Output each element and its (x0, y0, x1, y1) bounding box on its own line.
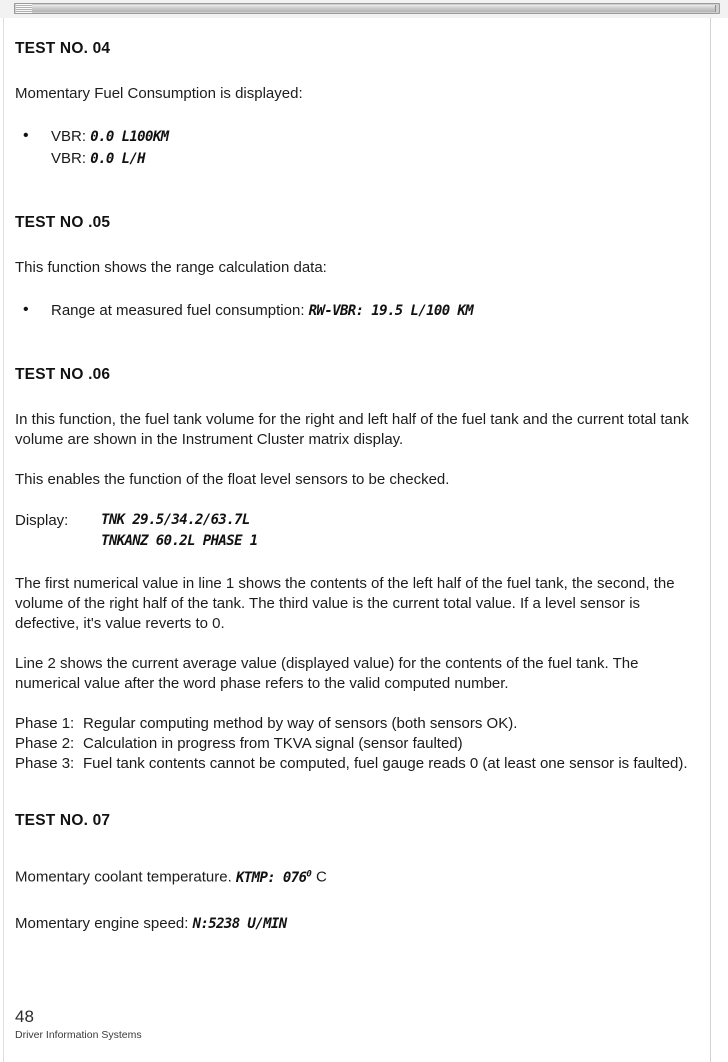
test-06-paragraph-2: This enables the function of the float level sensors to be checked. (15, 471, 450, 488)
test-06-paragraph-1: In this function, the fuel tank volume for the right and left half of the fuel tank and the current total tank volume are shown in the Instrument Cluster matrix display. (15, 411, 689, 448)
vbr-label-1: VBR: (51, 128, 87, 145)
display-line-2: TNKANZ 60.2L PHASE 1 (101, 533, 258, 549)
page-number: 48 (15, 1007, 34, 1026)
footer-caption: Driver Information Systems (15, 1029, 142, 1041)
coolant-temperature-unit: C (316, 868, 327, 886)
scrollbar-thumb[interactable] (16, 5, 716, 12)
list-item (15, 126, 696, 170)
engine-speed-label: Momentary engine speed: (15, 914, 189, 932)
degree-symbol-icon: 0 (306, 869, 312, 879)
document-page (3, 18, 711, 1062)
coolant-temperature-value (236, 870, 312, 886)
test-04-bullet-list (15, 126, 696, 170)
engine-speed-value: N:5238 U/MIN (192, 915, 287, 932)
section-heading-test-04: TEST NO. 04 (15, 40, 111, 57)
test-06-paragraph-3: The first numerical value in line 1 shows the contents of the left half of the fuel tank, the second, the volume of the right half of the tank. The third value is the current total value. If a level sensor is defective, it's value reverts to 0. (15, 575, 675, 632)
phase-row-1 (15, 714, 696, 734)
phase-2-label: Phase 2: (15, 735, 75, 752)
vbr-value-1: 0.0 L100KM (90, 129, 169, 145)
vbr-line-2 (51, 148, 696, 170)
vbr-label-2: VBR: (51, 150, 87, 167)
test-06-paragraph-4: Line 2 shows the current average value (displayed value) for the contents of the fuel tank. The numerical value after the word phase refers to the valid computed number. (15, 655, 639, 692)
test-05-bullet-list (15, 300, 696, 322)
coolant-temperature-label: Momentary coolant temperature. (15, 868, 232, 886)
scrollbar-track[interactable] (14, 3, 720, 14)
phase-list (15, 714, 696, 774)
scrollbar-grip-icon (16, 4, 32, 13)
display-values (101, 510, 258, 552)
test-04-intro: Momentary Fuel Consumption is displayed: (15, 85, 303, 102)
horizontal-scrollbar[interactable] (0, 0, 728, 18)
list-item (15, 300, 696, 322)
page-footer (15, 1007, 142, 1042)
section-heading-test-07: TEST NO. 07 (15, 812, 111, 829)
phase-3-text: Fuel tank contents cannot be computed, fuel gauge reads 0 (at least one sensor is faulted). (83, 755, 688, 772)
range-label: Range at measured fuel consumption: (51, 302, 305, 319)
phase-2-text: Calculation in progress from TKVA signal (sensor faulted) (83, 735, 463, 752)
test-05-intro: This function shows the range calculation data: (15, 259, 327, 276)
phase-1-label: Phase 1: (15, 715, 75, 732)
section-heading-test-06: TEST NO .06 (15, 366, 111, 383)
coolant-temperature-line (15, 864, 696, 888)
range-value: RW-VBR: 19.5 L/100 KM (308, 303, 474, 319)
display-line-1: TNK 29.5/34.2/63.7L (101, 512, 250, 528)
phase-1-text: Regular computing method by way of sensors (both sensors OK). (83, 715, 518, 732)
vbr-value-2: 0.0 L/H (90, 151, 145, 167)
display-readout-block (15, 510, 696, 552)
phase-row-3 (15, 754, 696, 774)
section-heading-test-05: TEST NO .05 (15, 214, 111, 231)
engine-speed-line (15, 914, 696, 934)
phase-row-2 (15, 734, 696, 754)
phase-3-label: Phase 3: (15, 755, 75, 772)
coolant-value-digits: KTMP: 076 (235, 869, 307, 886)
display-label: Display: (15, 512, 69, 529)
